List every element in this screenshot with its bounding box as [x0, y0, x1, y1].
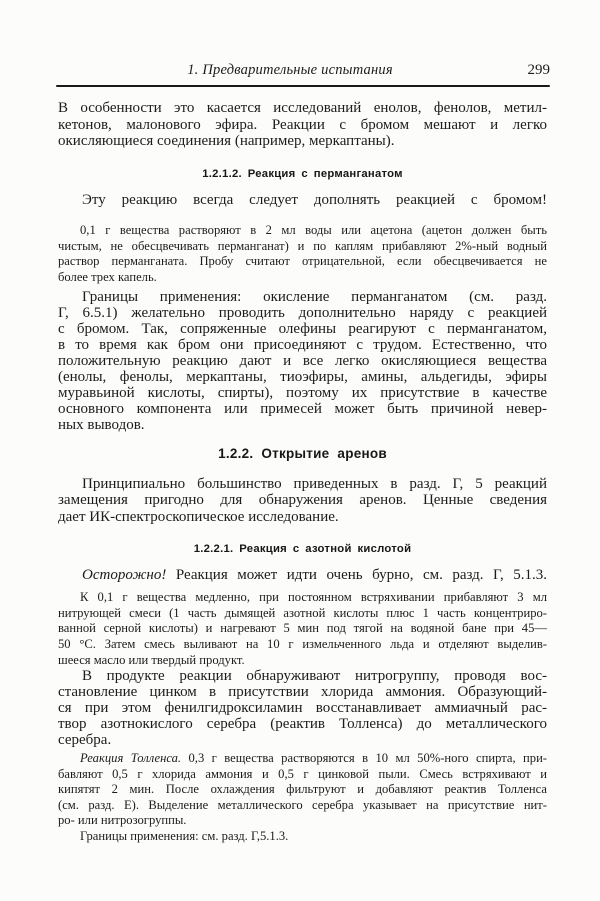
- paragraph-nitration-procedure: [58, 590, 547, 669]
- text-line: шееся масло или твердый продукт.: [58, 652, 245, 667]
- text-line: чистым, не обесцвечивать перманганат) и по каплям прибавляют 2%-ный водный: [58, 238, 547, 253]
- text-line: бавляют 0,5 г хлорида аммония и 0,5 г цинковой пыли. Смесь встряхивают и: [58, 766, 547, 781]
- text-line: ных выводов.: [58, 416, 145, 433]
- paragraph-nitro-product: [58, 668, 547, 748]
- text-line: кипятят 2 мин. После охлаждения фильтруют и добавляют реактив Толленса: [58, 782, 547, 797]
- paragraph-intro: [58, 100, 547, 150]
- heading-arene-detection: 1.2.2. Открытие аренов: [218, 445, 387, 461]
- text-line: кетонов, малонового эфира. Реакции с бромом мешают и легко: [58, 116, 547, 133]
- page-body: [58, 87, 547, 844]
- text-line: в то время как бром они присоединяют с трудом. Естественно, что: [58, 336, 547, 353]
- text-line: К 0,1 г вещества медленно, при постоянном встряхивании прибавляют 3 мл: [80, 589, 547, 604]
- heading-nitric-acid-reaction: 1.2.2.1. Реакция с азотной кислотой: [193, 543, 412, 556]
- paragraph-caution: [58, 567, 547, 584]
- text-line: [58, 567, 547, 584]
- tollens-text: 0,3 г вещества растворяются в 10 мл 50%-ного спирта, при-: [181, 751, 547, 766]
- paragraph-permanganate-limits: [58, 289, 547, 433]
- paragraph-nitric-limits: [58, 829, 547, 845]
- text-line: (енолы, фенолы, меркаптаны, тиоэфиры, амины, альдегиды, эфиры: [58, 368, 547, 385]
- text-line: становление цинком в присутствии хлорида аммония. Образующий-: [58, 684, 547, 701]
- heading-permanganate-reaction: 1.2.1.2. Реакция с перманганатом: [202, 167, 403, 180]
- text-line: ванной серной кислоты) и нагревают 5 мин под тягой на водяной бане при 45—: [58, 621, 547, 636]
- text-line: основного компонента или примесей может быть причиной невер-: [58, 400, 547, 417]
- paragraph-permanganate-note: [58, 192, 547, 209]
- tollens-lead: Реакция Толленса.: [80, 751, 182, 766]
- text-line: Принципиально большинство приведенных в разд. Г, 5 реакций: [82, 475, 547, 492]
- caution-lead: Осторожно!: [82, 567, 167, 584]
- text-line: с бромом. Так, сопряженные олефины реагируют с перманганатом,: [58, 320, 547, 337]
- header-row: [56, 62, 550, 81]
- text-line: Г, 6.5.1) желательно проводить дополнительно наряду с реакцией: [58, 304, 547, 321]
- text-line: положительную реакцию дают и все легко окисляющиеся вещества: [58, 352, 547, 369]
- text-line: Границы применения: окисление перманганатом (см. разд.: [82, 288, 547, 305]
- text-line: более трех капель.: [58, 270, 157, 285]
- text-line: нитрующей смеси (1 часть дымящей азотной кислоты плюс 1 часть концентриро-: [58, 605, 547, 620]
- text-line: раствор перманганата. Пробу считают отрицательной, если обесцвечивается не: [58, 254, 547, 269]
- page-number: 299: [527, 62, 550, 78]
- text-line: замещения пригодно для обнаружения аренов. Ценные сведения: [58, 492, 547, 509]
- text-line: [58, 751, 547, 767]
- text-line: дает ИК-спектроскопическое исследование.: [58, 508, 339, 525]
- text-line: серебра.: [58, 732, 112, 749]
- paragraph-tollens-procedure: [58, 751, 547, 829]
- text-line: окисляющиеся соединения (например, меркаптаны).: [58, 133, 395, 149]
- text-line: Границы применения: см. разд. Г,5.1.3.: [80, 828, 289, 843]
- text-line: ся при этом фенилгидроксиламин восстанавливает аммиачный рас-: [58, 700, 547, 717]
- text-line: В продукте реакции обнаруживают нитрогруппу, проводя вос-: [82, 668, 547, 685]
- text-line: В особенности это касается исследований енолов, фенолов, метил-: [58, 100, 547, 116]
- text-line: муравьиной кислоты, спирты), поэтому их присутствие в качестве: [58, 384, 547, 401]
- caution-text: Реакция может идти очень бурно, см. разд. Г, 5.1.3.: [166, 567, 547, 584]
- running-title: 1. Предварительные испытания: [187, 62, 393, 78]
- paragraph-arenes-intro: [58, 476, 547, 526]
- text-line: (см. разд. Е). Выделение металлического серебра указывает на присутствие нит-: [58, 797, 547, 812]
- page-header: [56, 62, 550, 87]
- text-line: 0,1 г вещества растворяют в 2 мл воды или ацетона (ацетон должен быть: [80, 223, 547, 237]
- paragraph-permanganate-procedure: [58, 223, 547, 286]
- text-line: твор азотнокислого серебра (реактив Толленса) до металлического: [58, 716, 547, 733]
- text-line: Эту реакцию всегда следует дополнять реакцией с бромом!: [82, 191, 547, 208]
- text-line: 50 °С. Затем смесь выливают на 10 г измельченного льда и отделяют выделив-: [58, 636, 547, 651]
- text-line: ро- или нитрозогруппы.: [58, 813, 187, 828]
